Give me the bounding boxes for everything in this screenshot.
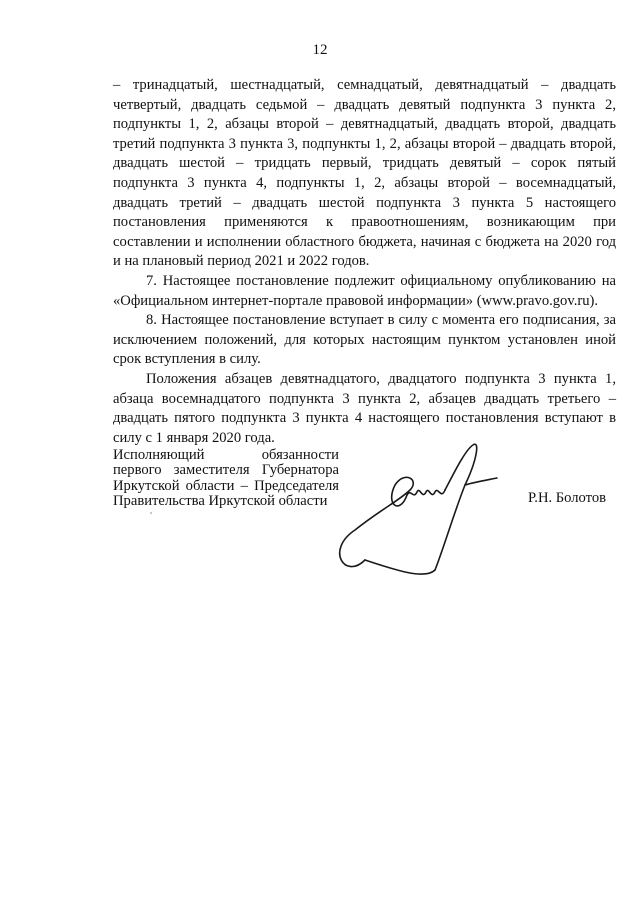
- signatory-position-line: Иркутской области – Председателя: [113, 477, 339, 494]
- signatory-position-line: первого заместителя Губернатора: [113, 462, 339, 479]
- signatory-position-line: Правительства Иркутской области: [113, 493, 328, 510]
- signatory-position-line: Исполняющий обязанности: [113, 447, 339, 463]
- paragraph-continuation: – тринадцатый, шестнадцатый, семнадцатый, девятнадцатый – двадцать четвертый, двадцать седьмой – двадцать девятый подпункта 3 пункта 2, подпункты 1, 2, абзацы второй – девятнадцатый, двадцать второй, двадцать третий подпункта 3 пункта 3, подпункты 1, 2, абзацы второй – двадцать второй, двадцать шестой – тридцать первый, тридцать девятый – сорок пятый подпункта 3 пункта 4, подпункты 1, 2, абзацы второй – восемнадцатый, двадцать третий – двадцать шестой подпункта 3 пункта 5 настоящего постановления применяются к правоотношениям, возникающим при составлении и исполнении областного бюджета, начиная с бюджета на 2020 год и на плановый период 2021 и 2022 годов.: [113, 77, 616, 270]
- paragraph-8-entry-into-force: 8. Настоящее постановление вступает в силу с момента его подписания, за исключением положений, для которых настоящим пунктом установлен иной срок вступления в силу.: [113, 312, 616, 368]
- paragraph-7-publication: 7. Настоящее постановление подлежит официальному опубликованию на «Официальном интернет-портале правовой информации» (www.pravo.gov.ru).: [113, 272, 616, 309]
- signatory-name: Р.Н. Болотов: [528, 490, 607, 506]
- scan-speck: [150, 512, 152, 514]
- paragraph-provisions-effective-date: Положения абзацев девятнадцатого, двадцатого подпункта 3 пункта 1, абзаца восемнадцатого подпункта 3 пункта 2, абзацев двадцать третьего – двадцать пятого подпункта 3 пункта 4 настоящего постановления вступают в силу с 1 января 2020 года.: [113, 370, 616, 446]
- page-number: 12: [312, 42, 328, 58]
- handwritten-signature: [325, 430, 525, 580]
- signatory-position: [113, 448, 339, 510]
- document-body: [113, 76, 616, 448]
